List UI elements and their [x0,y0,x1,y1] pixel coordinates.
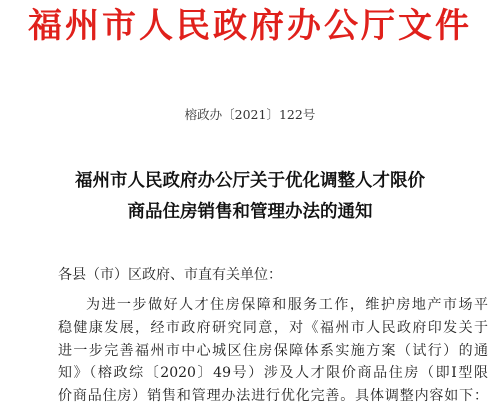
addressee-line: 各县（市）区政府、市直有关单位： [58,267,282,283]
body-line-4: 知》（榕政综〔2020〕49号）涉及人才限价商品住房（即Ⅰ型限 [58,365,488,382]
document-masthead: 福州市人民政府办公厅文件 [28,6,472,46]
body-line-5: 价商品住房）销售和管理办法进行优化完善。具体调整内容如下： [58,388,488,405]
body-line-2: 稳健康发展，经市政府研究同意，对《福州市人民政府印发关于 [58,319,488,336]
document-title [0,166,500,228]
body-line-3: 进一步完善福州市中心城区住房保障体系实施方案（试行）的通 [58,342,488,359]
document-title-line-2: 商品住房销售和管理办法的通知 [127,202,373,222]
document-number: 榕政办〔2021〕122号 [184,107,316,122]
document-title-line-1: 福州市人民政府办公厅关于优化调整人才限价 [75,171,425,191]
body-paragraph [58,294,488,408]
body-line-1: 为进一步做好人才住房保障和服务工作，维护房地产市场平 [86,297,488,313]
